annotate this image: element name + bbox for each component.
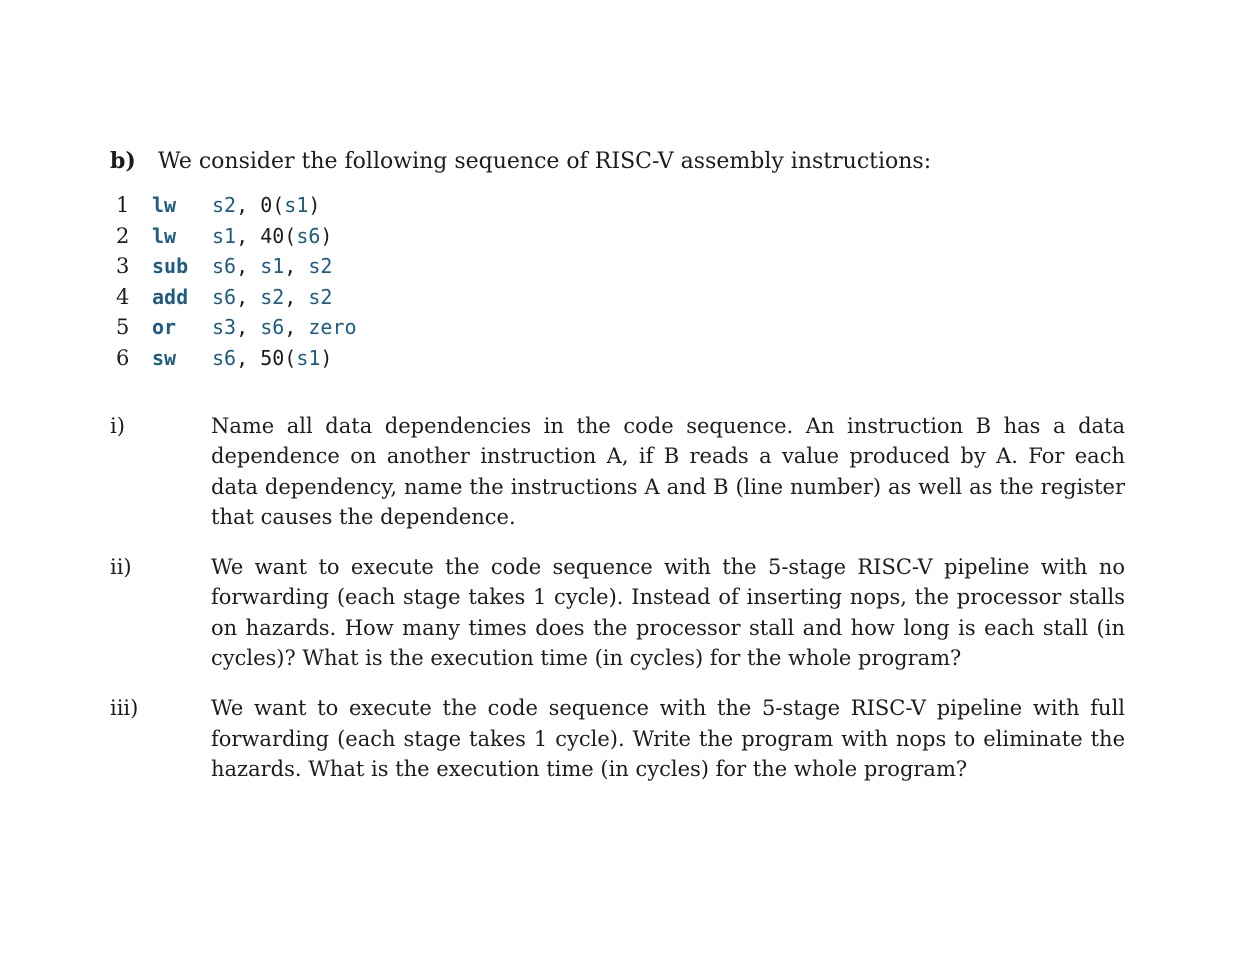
code-line	[110, 221, 1125, 252]
separator: ,	[284, 284, 297, 309]
separator: ,	[236, 223, 249, 248]
line-number: 5	[116, 315, 130, 339]
offset: 40(	[260, 223, 297, 248]
operand: s2	[308, 284, 333, 309]
line-number: 4	[116, 284, 130, 309]
code-listing	[110, 190, 1125, 373]
opcode: sw	[152, 345, 177, 370]
separator: ,	[236, 315, 249, 339]
subquestion-ii	[110, 552, 1125, 673]
question-header	[110, 145, 1125, 178]
subquestion-text: Name all data dependencies in the code sequence. An instruction B has a data dependence on another instruction A, if B reads a value produced by A. For each data dependency, name the instructions A and B (line number) as well as the register that causes the dependence.	[211, 414, 1125, 529]
opcode: add	[152, 284, 189, 309]
operand: s6	[212, 254, 237, 278]
code-line	[110, 343, 1125, 374]
separator: )	[308, 193, 321, 217]
line-number: 3	[116, 254, 130, 278]
separator: ,	[284, 315, 297, 339]
subquestion-label: i)	[110, 414, 125, 438]
offset: 50(	[260, 345, 297, 370]
separator: ,	[236, 254, 249, 278]
operand: zero	[308, 315, 357, 339]
subquestion-text: We want to execute the code sequence with the 5-stage RISC-V pipeline with no forwarding (each stage takes 1 cycle). Instead of inserting nops, the processor stalls on hazards. How many times does the processor stall and how long is each stall (in cycles)? What is the execution time (in cycles) for the whole program?	[211, 555, 1125, 671]
operand: s6	[296, 223, 321, 248]
question-label: b)	[110, 148, 136, 174]
code-line	[110, 312, 1125, 343]
code-line	[110, 190, 1125, 221]
opcode: sub	[152, 254, 189, 278]
operand: s6	[212, 284, 237, 309]
code-line	[110, 251, 1125, 282]
separator: ,	[284, 254, 297, 278]
operand: s1	[212, 223, 237, 248]
separator: ,	[236, 345, 249, 370]
operand: s1	[296, 345, 321, 370]
line-number: 1	[116, 193, 130, 217]
opcode: lw	[152, 223, 177, 248]
operand: s6	[260, 315, 285, 339]
question-b	[110, 145, 1125, 804]
question-intro: We consider the following sequence of RISC-V assembly instructions:	[158, 149, 932, 174]
operand: s1	[284, 193, 309, 217]
operand: s2	[260, 284, 285, 309]
subquestion-iii	[110, 693, 1125, 784]
opcode: or	[152, 315, 177, 339]
operand: s2	[308, 254, 333, 278]
subquestion-label: ii)	[110, 555, 132, 580]
line-number: 2	[116, 223, 130, 248]
subquestion-list	[110, 411, 1125, 784]
operand: s2	[212, 193, 237, 217]
offset: 0(	[260, 193, 285, 217]
operand: s6	[212, 345, 237, 370]
subquestion-text: We want to execute the code sequence with the 5-stage RISC-V pipeline with full forwarding (each stage takes 1 cycle). Write the program with nops to eliminate the hazards. What is the execution time (in cycles) for the whole program?	[211, 696, 1125, 781]
operand: s1	[260, 254, 285, 278]
separator: )	[320, 345, 333, 370]
subquestion-label: iii)	[110, 696, 139, 721]
code-line	[110, 282, 1125, 313]
operand: s3	[212, 315, 237, 339]
subquestion-i	[110, 411, 1125, 532]
separator: )	[320, 223, 333, 248]
opcode: lw	[152, 193, 177, 217]
line-number: 6	[116, 345, 130, 370]
separator: ,	[236, 284, 249, 309]
separator: ,	[236, 193, 249, 217]
